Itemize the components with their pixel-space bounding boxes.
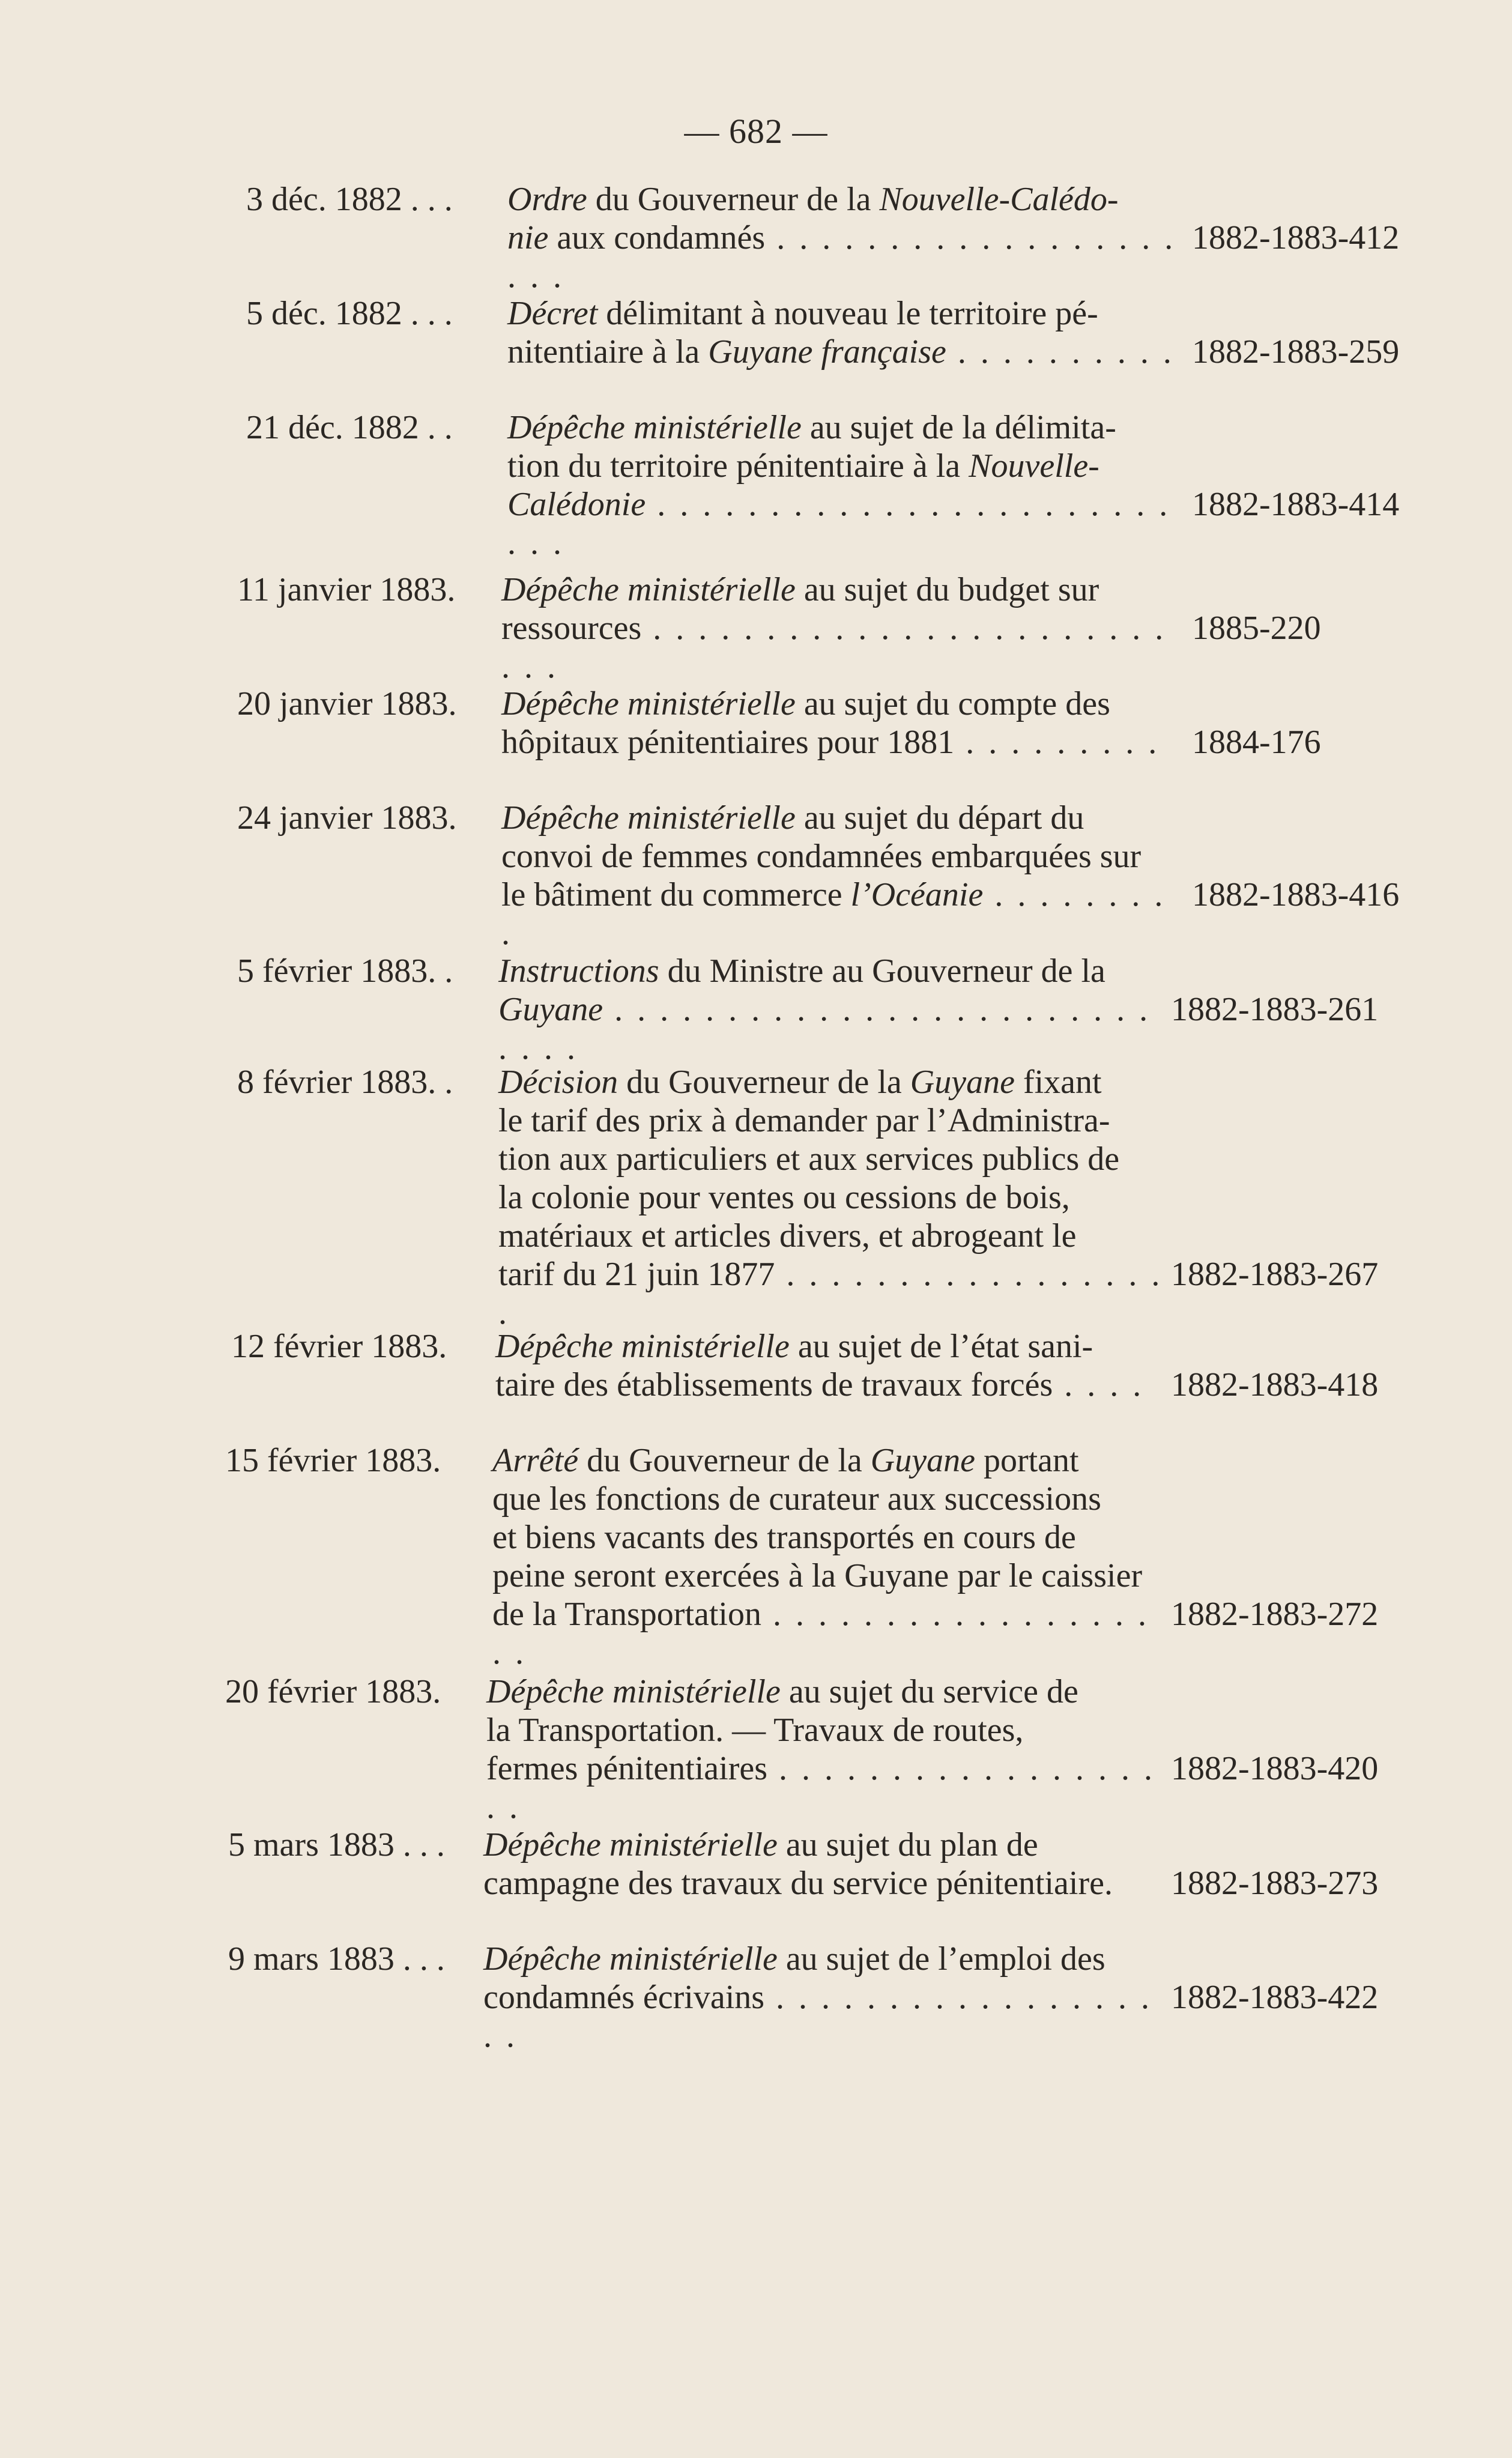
italic-title: Instructions: [498, 952, 659, 990]
description-line: [507, 219, 1180, 295]
bulletin-reference: 1882-1883-412: [1192, 219, 1400, 256]
description-line: [501, 723, 1174, 761]
italic-title: Dépêche ministérielle: [483, 1826, 778, 1863]
italic-title: Dépêche ministérielle: [501, 571, 796, 608]
entry-description: [495, 1327, 1168, 1404]
description-line: [492, 1557, 1165, 1595]
leader-dots: . . . .: [1053, 1366, 1145, 1403]
leader-dots: . . . . . . . . .: [501, 876, 1166, 952]
entry-date: 20 janvier 1883.: [237, 685, 457, 722]
entry-date: 12 février 1883.: [231, 1328, 447, 1365]
description-text: convoi de femmes condamnées embarquées sur: [501, 838, 1142, 875]
bulletin-reference: 1882-1883-259: [1192, 333, 1400, 371]
leader-dots: . . . . . . . . . . . . . . . . . . .: [492, 1596, 1149, 1671]
bulletin-reference: 1882-1883-261: [1171, 991, 1379, 1028]
description-line: [498, 1255, 1171, 1332]
bulletin-reference: 1882-1883-420: [1171, 1750, 1379, 1787]
description-line: [483, 1940, 1156, 1978]
entry-date: 5 mars 1883 . . .: [228, 1826, 445, 1863]
description-line: [507, 408, 1180, 447]
entry-description: [492, 1441, 1165, 1672]
description-line: [483, 1864, 1156, 1903]
entry-date: 11 janvier 1883.: [237, 571, 456, 608]
description-line: [495, 1327, 1168, 1366]
description-line: [492, 1480, 1165, 1518]
italic-title: Nouvelle-: [969, 447, 1099, 485]
leader-dots: . . . . . . . . . . . . . . . . . .: [498, 1256, 1163, 1331]
description-text: condamnés écrivains: [483, 1979, 765, 2016]
description-line: [492, 1441, 1165, 1480]
description-line: [486, 1711, 1159, 1749]
italic-title: Guyane française: [708, 333, 946, 371]
entry-date: 21 déc. 1882 . .: [246, 409, 453, 446]
description-line: [507, 294, 1180, 333]
description-line: [498, 1140, 1171, 1178]
description-text: hôpitaux pénitentiaires pour 1881: [501, 724, 955, 761]
description-text: campagne des travaux du service pénitentiaire.: [483, 1865, 1113, 1902]
entry-description: [501, 571, 1174, 686]
description-text: tarif du 21 juin 1877: [498, 1256, 775, 1293]
leader-dots: . . . . . . . . . . . . . . . . . . . . . . . . . . . .: [498, 991, 1151, 1067]
description-text: au sujet de l’état sani-: [789, 1328, 1093, 1365]
description-line: [498, 1178, 1171, 1217]
description-line: [507, 180, 1180, 219]
bulletin-reference: 1885-220: [1192, 610, 1321, 647]
description-text: fixant: [1014, 1064, 1102, 1101]
entry-description: [501, 685, 1174, 761]
description-text: peine seront exercées à la Guyane par le caissier: [492, 1557, 1143, 1594]
bulletin-reference: 1882-1883-416: [1192, 876, 1400, 913]
description-text: ressources: [501, 610, 642, 647]
description-text: au sujet du départ du: [795, 799, 1084, 837]
entry-description: [483, 1940, 1156, 2055]
description-text: au sujet de la délimita-: [801, 409, 1116, 446]
leader-dots: . . . . . . . . . . . . . . . . . . .: [486, 1750, 1156, 1826]
entry-date: 8 février 1883. .: [237, 1064, 453, 1101]
description-line: [486, 1749, 1159, 1826]
description-text: le bâtiment du commerce: [501, 876, 851, 913]
description-text: du Ministre au Gouverneur de la: [659, 952, 1105, 990]
description-text: la colonie pour ventes ou cessions de bois,: [498, 1179, 1070, 1216]
italic-title: Guyane: [498, 991, 603, 1028]
bulletin-reference: 1882-1883-273: [1171, 1865, 1379, 1902]
description-line: [507, 447, 1180, 485]
italic-title: Dépêche ministérielle: [483, 1940, 778, 1978]
leader-dots: . . . . . . . . .: [954, 724, 1160, 761]
italic-title: Dépêche ministérielle: [486, 1673, 781, 1710]
description-line: [501, 685, 1174, 723]
leader-dots: . . . . . . . . . . . . . . . . . . . . .: [507, 219, 1176, 295]
description-line: [498, 990, 1171, 1067]
bulletin-reference: 1882-1883-422: [1171, 1979, 1379, 2016]
italic-title: nie: [507, 219, 549, 256]
description-text: au sujet du plan de: [777, 1826, 1038, 1863]
leader-dots: . . . . . . . . . . . . . . . . . . . . . . . . . .: [501, 610, 1167, 685]
italic-title: Guyane: [870, 1442, 975, 1479]
leader-dots: . . . . . . . . . . . . . . . . . . .: [483, 1979, 1153, 2054]
description-text: la Transportation. — Travaux de routes,: [486, 1712, 1024, 1749]
description-line: [498, 1063, 1171, 1101]
description-line: [492, 1595, 1165, 1672]
description-line: [495, 1366, 1168, 1404]
entry-date: 5 déc. 1882 . . .: [246, 295, 453, 332]
italic-title: Dépêche ministérielle: [501, 685, 796, 722]
description-line: [501, 876, 1174, 952]
entry-description: [507, 180, 1180, 295]
description-text: délimitant à nouveau le territoire pé-: [597, 295, 1098, 332]
description-text: que les fonctions de curateur aux successions: [492, 1480, 1101, 1518]
description-text: tion du territoire pénitentiaire à la: [507, 447, 969, 485]
description-line: [501, 837, 1174, 876]
description-text: le tarif des prix à demander par l’Administra-: [498, 1102, 1110, 1139]
italic-title: Décret: [507, 295, 598, 332]
description-text: au sujet de l’emploi des: [777, 1940, 1105, 1978]
description-text: au sujet du service de: [780, 1673, 1078, 1710]
italic-title: Ordre: [507, 181, 587, 218]
description-line: [501, 609, 1174, 686]
entry-description: [501, 799, 1174, 952]
description-text: au sujet du compte des: [795, 685, 1110, 722]
entry-description: [483, 1826, 1156, 1903]
italic-title: Nouvelle-Calédo-: [879, 181, 1119, 218]
description-line: [483, 1826, 1156, 1864]
bulletin-reference: 1884-176: [1192, 724, 1321, 761]
entry-date: 9 mars 1883 . . .: [228, 1940, 445, 1978]
description-line: [498, 952, 1171, 990]
description-line: [501, 799, 1174, 837]
entry-date: 3 déc. 1882 . . .: [246, 181, 453, 218]
entry-description: [486, 1672, 1159, 1826]
description-line: [498, 1217, 1171, 1255]
bulletin-reference: 1882-1883-414: [1192, 486, 1400, 523]
description-text: tion aux particuliers et aux services publics de: [498, 1140, 1120, 1178]
entry-date: 24 janvier 1883.: [237, 799, 457, 837]
bulletin-reference: 1882-1883-418: [1171, 1366, 1379, 1403]
entry-description: [507, 408, 1180, 562]
page-number: — 682 —: [684, 112, 828, 151]
entry-date: 5 février 1883. .: [237, 952, 453, 990]
italic-title: l’Océanie: [850, 876, 984, 913]
description-text: nitentiaire à la: [507, 333, 709, 371]
entry-date: 15 février 1883.: [225, 1442, 441, 1479]
description-text: et biens vacants des transportés en cours de: [492, 1519, 1076, 1556]
leader-dots: . . . . . . . . . .: [946, 333, 1175, 371]
description-text: aux condamnés: [548, 219, 766, 256]
description-text: fermes pénitentiaires: [486, 1750, 768, 1787]
description-text: taire des établissements de travaux forcés: [495, 1366, 1053, 1403]
bulletin-reference: 1882-1883-267: [1171, 1256, 1379, 1293]
italic-title: Guyane: [910, 1064, 1015, 1101]
description-line: [507, 485, 1180, 562]
description-text: du Gouverneur de la: [578, 1442, 871, 1479]
entry-description: [507, 294, 1180, 371]
italic-title: Dépêche ministérielle: [507, 409, 802, 446]
italic-title: Dépêche ministérielle: [501, 799, 796, 837]
description-line: [507, 333, 1180, 371]
description-text: matériaux et articles divers, et abrogeant le: [498, 1217, 1077, 1255]
description-line: [498, 1101, 1171, 1140]
bulletin-reference: 1882-1883-272: [1171, 1596, 1379, 1633]
description-text: au sujet du budget sur: [795, 571, 1099, 608]
description-line: [483, 1978, 1156, 2055]
description-text: portant: [975, 1442, 1079, 1479]
entry-date: 20 février 1883.: [225, 1673, 441, 1710]
italic-title: Calédonie: [507, 486, 646, 523]
description-line: [501, 571, 1174, 609]
description-line: [492, 1518, 1165, 1557]
entry-description: [498, 952, 1171, 1067]
entry-description: [498, 1063, 1171, 1332]
italic-title: Décision: [498, 1064, 618, 1101]
description-text: du Gouverneur de la: [618, 1064, 910, 1101]
italic-title: Dépêche ministérielle: [495, 1328, 790, 1365]
italic-title: Arrêté: [492, 1442, 579, 1479]
description-line: [486, 1672, 1159, 1711]
description-text: du Gouverneur de la: [587, 181, 880, 218]
description-text: de la Transportation: [492, 1596, 761, 1633]
leader-dots: . . . . . . . . . . . . . . . . . . . . . . . . . .: [507, 486, 1171, 562]
